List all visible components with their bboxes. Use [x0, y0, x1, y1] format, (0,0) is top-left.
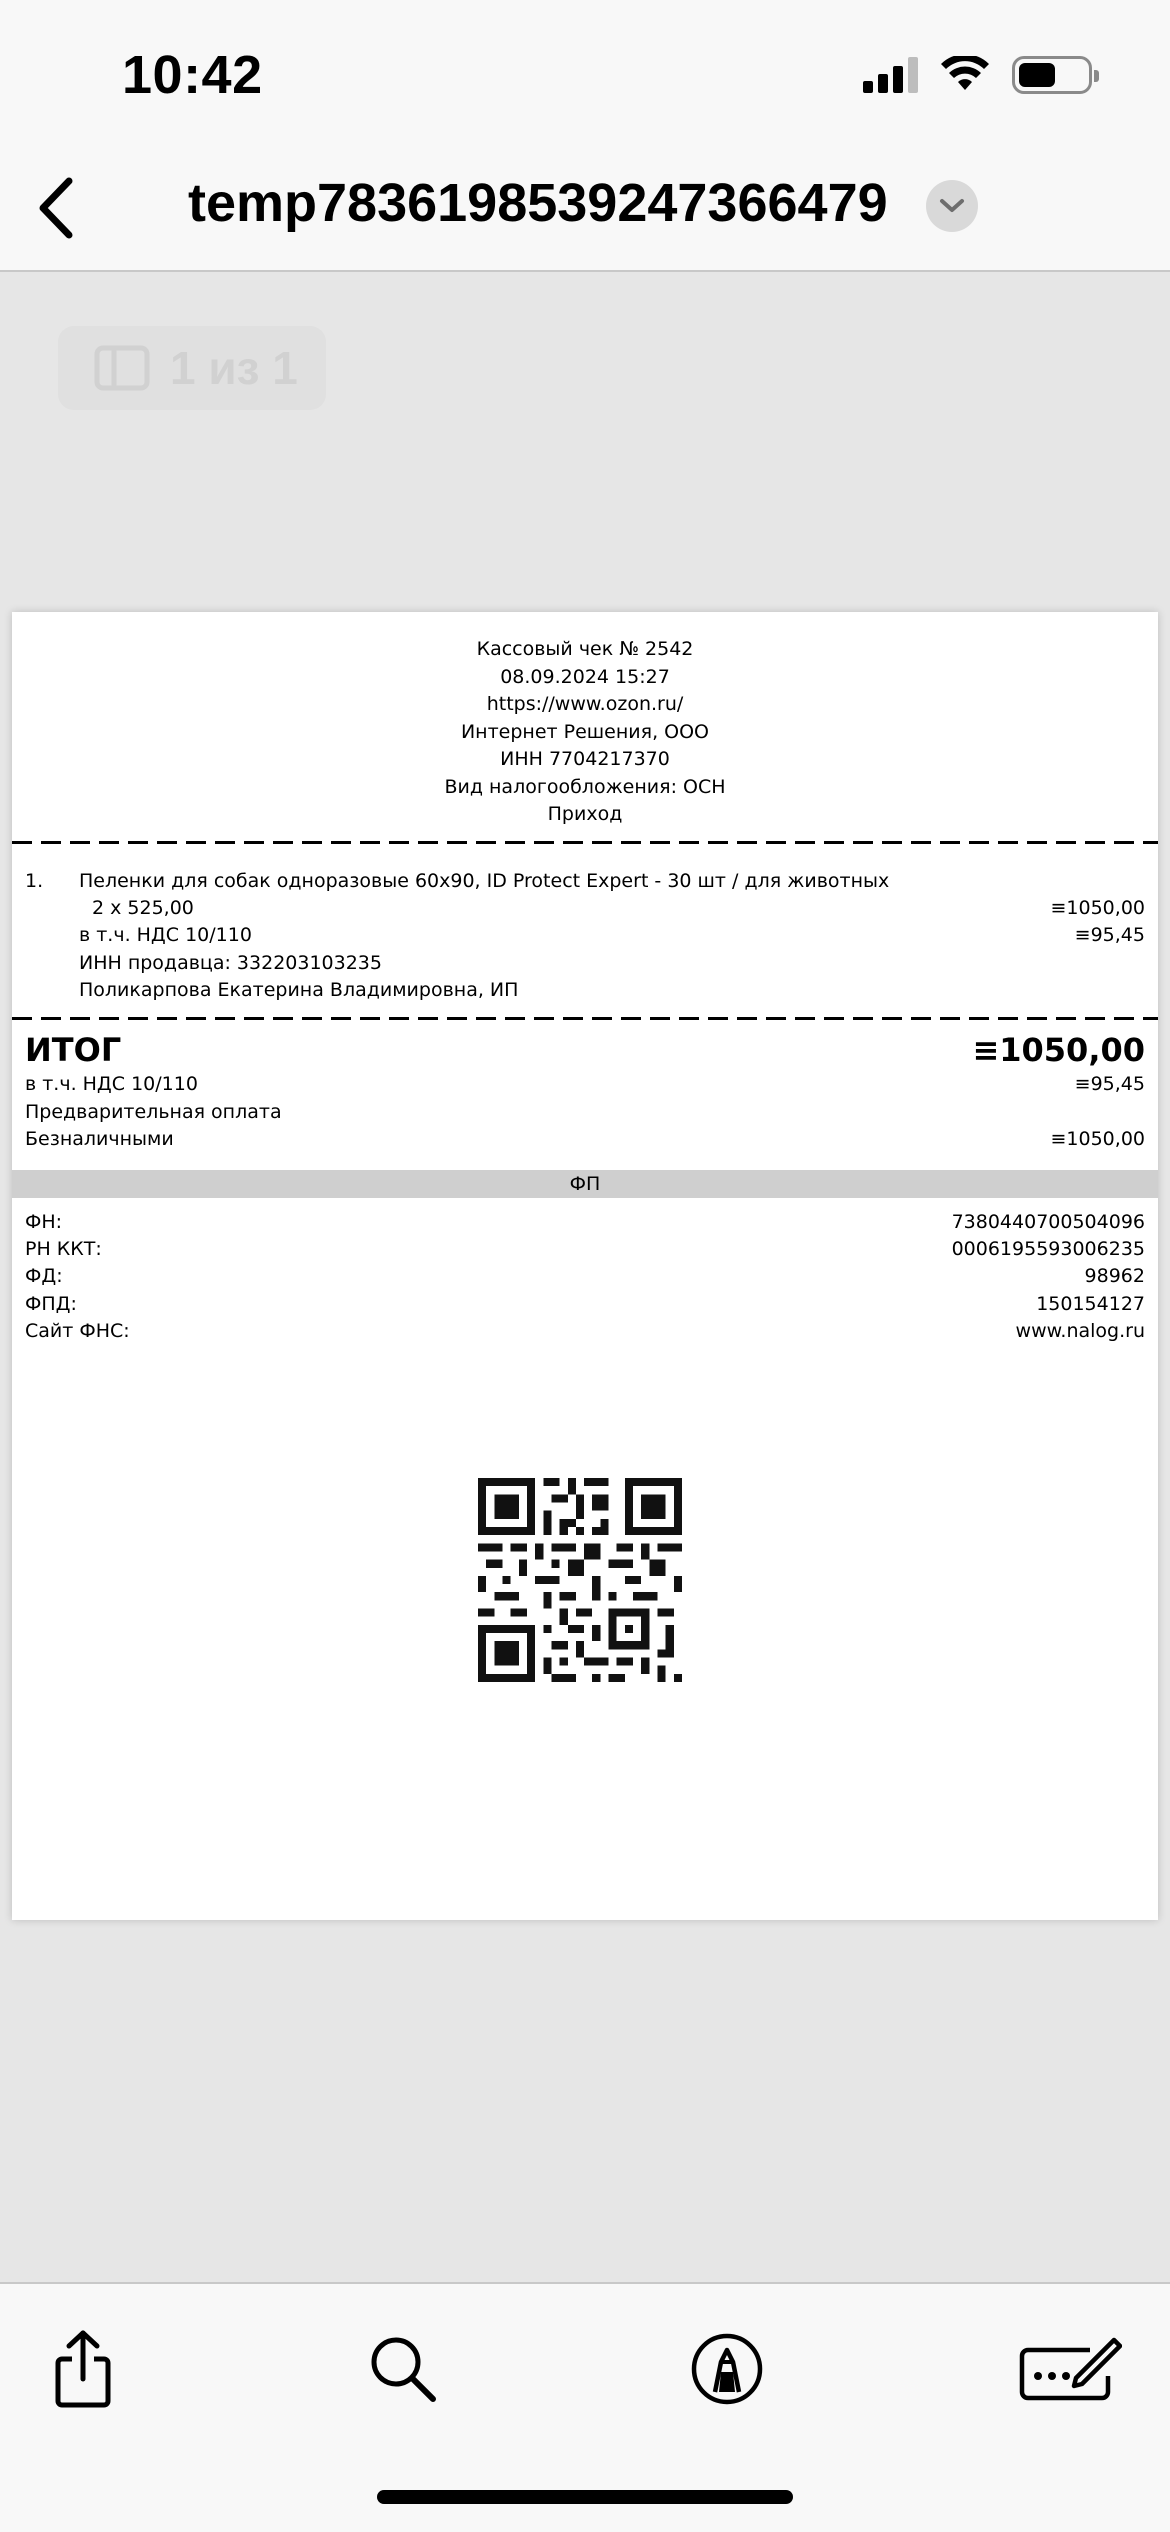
markup-icon — [690, 2332, 764, 2406]
prepay-label: Предварительная оплата — [25, 1101, 282, 1123]
receipt-site: https://www.ozon.ru/ — [486, 693, 684, 715]
fiscal-label: Сайт ФНС: — [25, 1320, 130, 1342]
home-indicator — [377, 2490, 793, 2504]
receipt-operation: Приход — [547, 803, 623, 825]
chevron-left-icon — [35, 177, 75, 239]
receipt-header — [12, 612, 1158, 829]
receipt-company: Интернет Решения, ООО — [460, 720, 710, 743]
page-indicator-label: 1 из 1 — [170, 342, 298, 394]
item-name-row — [79, 868, 1145, 896]
receipt-company-inn: ИНН 7704217370 — [500, 748, 670, 770]
prepay-row — [25, 1099, 1145, 1127]
fiscal-row-fns-site — [25, 1318, 1145, 1346]
receipt-number: Кассовый чек № 2542 — [476, 638, 694, 660]
title-menu-button[interactable] — [926, 180, 978, 232]
receipt-page — [12, 612, 1158, 1920]
cashless-row — [25, 1126, 1145, 1154]
search-button[interactable] — [358, 2324, 448, 2414]
receipt-datetime: 08.09.2024 15:27 — [500, 665, 670, 688]
fiscal-label: ФН: — [25, 1211, 63, 1233]
item-number: 1. — [25, 870, 44, 892]
item-vat-label: в т.ч. НДС 10/110 — [79, 924, 252, 946]
sidebar-icon — [94, 345, 150, 391]
top-bar — [0, 0, 1170, 272]
status-icons — [863, 56, 1092, 94]
search-icon — [367, 2333, 439, 2405]
fiscal-label: ФПД: — [25, 1293, 77, 1315]
total-vat-row — [25, 1071, 1145, 1099]
item-seller-name: Поликарпова Екатерина Владимировна, ИП — [79, 979, 519, 1001]
fiscal-row-fd — [25, 1263, 1145, 1291]
dashed-divider — [12, 1017, 1158, 1020]
item-vat-row — [79, 922, 1145, 950]
fiscal-value: 0006195593006235 — [951, 1238, 1145, 1260]
item-sum: ≡1050,00 — [1050, 897, 1145, 919]
total-vat-value: ≡95,45 — [1074, 1073, 1145, 1095]
markup-button[interactable] — [682, 2324, 772, 2414]
fp-band: ФП — [12, 1170, 1158, 1198]
cellular-signal-icon — [863, 57, 918, 93]
fiscal-label: РН ККТ: — [25, 1238, 102, 1260]
item-qty-row — [92, 895, 1145, 923]
status-time: 10:42 — [122, 45, 263, 105]
total-value: ≡1050,00 — [972, 1031, 1145, 1069]
total-row — [25, 1030, 1145, 1070]
wifi-icon — [940, 56, 990, 94]
document-title[interactable]: temp7836198539247366479 — [188, 173, 888, 233]
fiscal-value: 150154127 — [1036, 1293, 1145, 1315]
share-icon — [50, 2329, 116, 2409]
share-button[interactable] — [38, 2324, 128, 2414]
fiscal-row-fpd — [25, 1291, 1145, 1319]
battery-icon — [1012, 56, 1092, 94]
item-vat-value: ≡95,45 — [1074, 924, 1145, 946]
dashed-divider — [12, 841, 1158, 844]
item-seller-inn-row — [79, 950, 1145, 978]
qr-code — [478, 1478, 682, 1682]
fiscal-value: 98962 — [1084, 1265, 1145, 1287]
item-qty-price: 2 х 525,00 — [92, 897, 194, 919]
total-vat-label: в т.ч. НДС 10/110 — [25, 1073, 198, 1095]
cashless-label: Безналичными — [25, 1128, 174, 1150]
fiscal-row-fn — [25, 1209, 1145, 1237]
fiscal-label: ФД: — [25, 1265, 63, 1287]
fiscal-value: 7380440700504096 — [951, 1211, 1145, 1233]
page-indicator[interactable] — [58, 326, 326, 410]
fiscal-row-rn-kkt — [25, 1236, 1145, 1264]
item-seller-name-row — [79, 977, 1145, 1005]
item-seller-inn: ИНН продавца: 332203103235 — [79, 952, 382, 974]
cashless-value: ≡1050,00 — [1050, 1128, 1145, 1150]
total-label: ИТОГ — [25, 1031, 122, 1069]
item-name: Пеленки для собак одноразовые 60х90, ID Protect Expert - 30 шт / для животных — [79, 870, 890, 892]
signature-icon — [1018, 2336, 1122, 2402]
signature-button[interactable] — [1010, 2324, 1130, 2414]
receipt-tax-system: Вид налогообложения: ОСН — [444, 775, 726, 798]
chevron-down-icon — [939, 198, 965, 214]
back-button[interactable] — [20, 168, 90, 248]
fiscal-value: www.nalog.ru — [1015, 1320, 1145, 1342]
